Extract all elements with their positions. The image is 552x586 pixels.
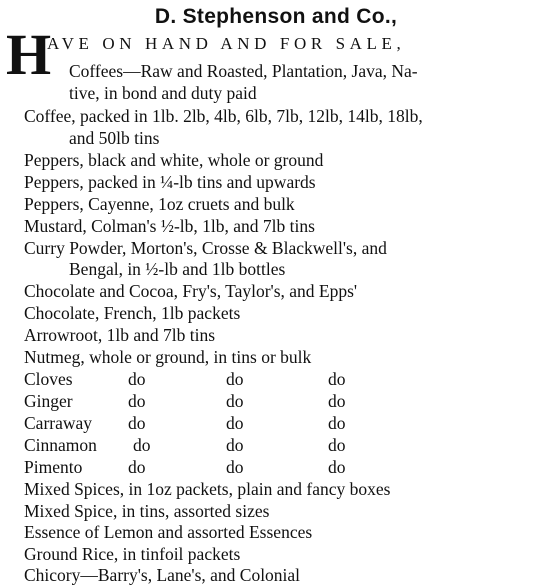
list-line: Ground Rice, in tinfoil packets [24, 544, 241, 564]
list-line: Mustard, Colman's ½-lb, 1lb, and 7lb tins [24, 216, 315, 236]
list-line: tive, in bond and duty paid [69, 83, 257, 103]
ditto-item-name: Carraway [24, 413, 93, 433]
advertiser-heading: D. Stephenson and Co., [154, 5, 398, 28]
ditto-mark: do [133, 435, 151, 455]
list-line: Curry Powder, Morton's, Crosse & Blackwell's, and [24, 238, 387, 258]
ditto-mark: do [226, 413, 244, 433]
list-line: Chocolate, French, 1lb packets [24, 303, 241, 323]
ditto-item-name: Cloves [24, 369, 73, 389]
list-line: Chocolate and Cocoa, Fry's, Taylor's, and Epps' [24, 281, 358, 301]
ditto-mark: do [226, 391, 244, 411]
list-line: Chicory—Barry's, Lane's, and Colonial [24, 565, 301, 585]
ditto-item-name: Cinnamon [24, 435, 97, 455]
ditto-mark: do [226, 369, 244, 389]
list-line: Nutmeg, whole or ground, in tins or bulk [24, 347, 312, 367]
ditto-mark: do [328, 369, 346, 389]
list-line: Mixed Spice, in tins, assorted sizes [24, 501, 270, 521]
ditto-mark: do [226, 457, 244, 477]
list-line: and 50lb tins [69, 128, 160, 148]
ditto-mark: do [328, 391, 346, 411]
ditto-mark: do [128, 457, 146, 477]
ditto-mark: do [226, 435, 244, 455]
drop-cap: H [6, 22, 52, 87]
ditto-item-name: Pimento [24, 457, 83, 477]
ditto-item-name: Ginger [24, 391, 73, 411]
list-line: Peppers, packed in ¼-lb tins and upwards [24, 172, 316, 192]
list-line: Peppers, black and white, whole or ground [24, 150, 324, 170]
ditto-mark: do [128, 413, 146, 433]
list-line: Coffee, packed in 1lb. 2lb, 4lb, 6lb, 7lb, 12lb, 14lb, 18lb, [24, 106, 423, 126]
list-line: Bengal, in ½-lb and 1lb bottles [69, 259, 286, 279]
ditto-mark: do [128, 369, 146, 389]
list-line: Peppers, Cayenne, 1oz cruets and bulk [24, 194, 295, 214]
list-line: Coffees—Raw and Roasted, Plantation, Java, Na- [69, 61, 418, 81]
ditto-mark: do [328, 413, 346, 433]
ditto-mark: do [128, 391, 146, 411]
list-line: Mixed Spices, in 1oz packets, plain and fancy boxes [24, 479, 391, 499]
ditto-mark: do [328, 457, 346, 477]
list-line: Arrowroot, 1lb and 7lb tins [24, 325, 216, 345]
intro-line: AVE ON HAND AND FOR SALE, [47, 34, 406, 53]
ditto-mark: do [328, 435, 346, 455]
list-line: Essence of Lemon and assorted Essences [24, 522, 313, 542]
